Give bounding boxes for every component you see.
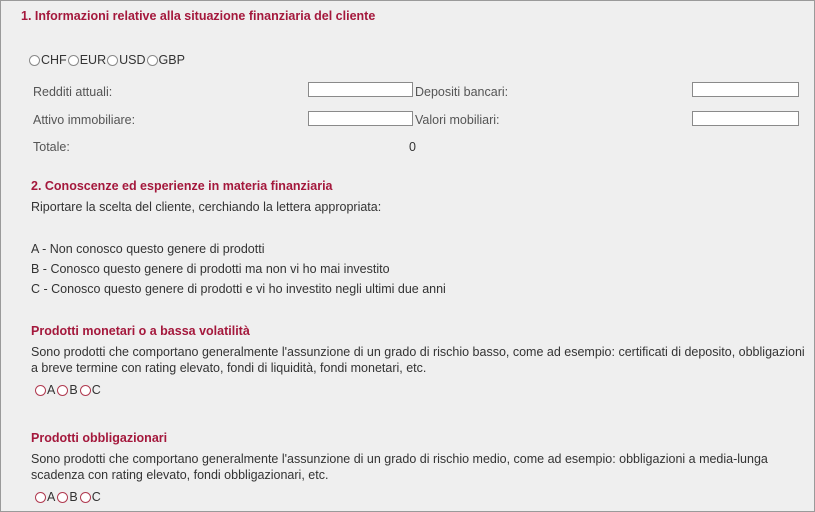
product-2-choice-c-label: C <box>91 490 101 504</box>
radio-icon[interactable] <box>57 385 68 396</box>
form-content <box>11 1 804 511</box>
value-totale: 0 <box>409 140 416 154</box>
currency-option-chf[interactable] <box>29 53 68 67</box>
product-1-choice-c[interactable] <box>80 383 103 397</box>
currency-label-eur: EUR <box>79 53 107 67</box>
label-depositi-bancari: Depositi bancari: <box>415 85 509 99</box>
product-1-choice-b-label: B <box>69 383 78 397</box>
product-2-title: Prodotti obbligazionari <box>31 431 168 445</box>
product-2-description: Sono prodotti che comportano generalmente l'assunzione di un grado di rischio medio, come ad esempio: obbligazioni a media-lunga scadenza con rating elevato, fondi obbligazionari, etc. <box>31 452 768 482</box>
currency-label-chf: CHF <box>41 53 67 67</box>
product-2-choice-c[interactable] <box>80 490 103 504</box>
product-1-choice-group[interactable] <box>35 383 103 397</box>
radio-icon[interactable] <box>29 55 40 66</box>
radio-icon[interactable] <box>68 55 79 66</box>
currency-label-usd: USD <box>119 53 146 67</box>
knowledge-option-b: B - Conosco questo genere di prodotti ma non vi ho mai investito <box>31 262 390 276</box>
product-2-choice-a[interactable] <box>35 490 57 504</box>
product-2-choice-a-label: A <box>47 490 56 504</box>
currency-radio-group[interactable] <box>29 53 186 67</box>
radio-icon[interactable] <box>147 55 158 66</box>
radio-icon[interactable] <box>107 55 118 66</box>
section-1-title: 1. Informazioni relative alla situazione finanziaria del cliente <box>21 9 376 23</box>
radio-icon[interactable] <box>80 385 91 396</box>
product-1-choice-a-label: A <box>47 383 56 397</box>
input-redditi-attuali[interactable] <box>308 82 413 97</box>
label-redditi-attuali: Redditi attuali: <box>33 85 113 99</box>
product-2-choice-group[interactable] <box>35 490 103 504</box>
radio-icon[interactable] <box>35 385 46 396</box>
input-attivo-immobiliare[interactable] <box>308 111 413 126</box>
currency-option-usd[interactable] <box>107 53 146 67</box>
label-totale: Totale: <box>33 140 70 154</box>
label-valori-mobiliari: Valori mobiliari: <box>415 113 500 127</box>
label-attivo-immobiliare: Attivo immobiliare: <box>33 113 136 127</box>
currency-option-gbp[interactable] <box>147 53 186 67</box>
input-valori-mobiliari[interactable] <box>692 111 799 126</box>
currency-label-gbp: GBP <box>158 53 185 67</box>
product-1-choice-b[interactable] <box>57 383 79 397</box>
knowledge-option-c: C - Conosco questo genere di prodotti e vi ho investito negli ultimi due anni <box>31 282 446 296</box>
product-1-choice-a[interactable] <box>35 383 57 397</box>
radio-icon[interactable] <box>80 492 91 503</box>
product-1-choice-c-label: C <box>91 383 101 397</box>
section-2-intro: Riportare la scelta del cliente, cerchiando la lettera appropriata: <box>31 200 382 214</box>
product-1-title: Prodotti monetari o a bassa volatilità <box>31 324 250 338</box>
radio-icon[interactable] <box>35 492 46 503</box>
currency-option-eur[interactable] <box>68 53 107 67</box>
section-2-title: 2. Conoscenze ed esperienze in materia finanziaria <box>31 179 333 193</box>
input-depositi-bancari[interactable] <box>692 82 799 97</box>
product-2-choice-b[interactable] <box>57 490 79 504</box>
product-2-choice-b-label: B <box>69 490 78 504</box>
knowledge-option-a: A - Non conosco questo genere di prodotti <box>31 242 265 256</box>
radio-icon[interactable] <box>57 492 68 503</box>
product-1-description: Sono prodotti che comportano generalmente l'assunzione di un grado di rischio basso, come ad esempio: certificati di deposito, obbligazioni a breve termine con rating elevato, fondi di liquidità, fondi monetari, etc. <box>31 345 805 375</box>
